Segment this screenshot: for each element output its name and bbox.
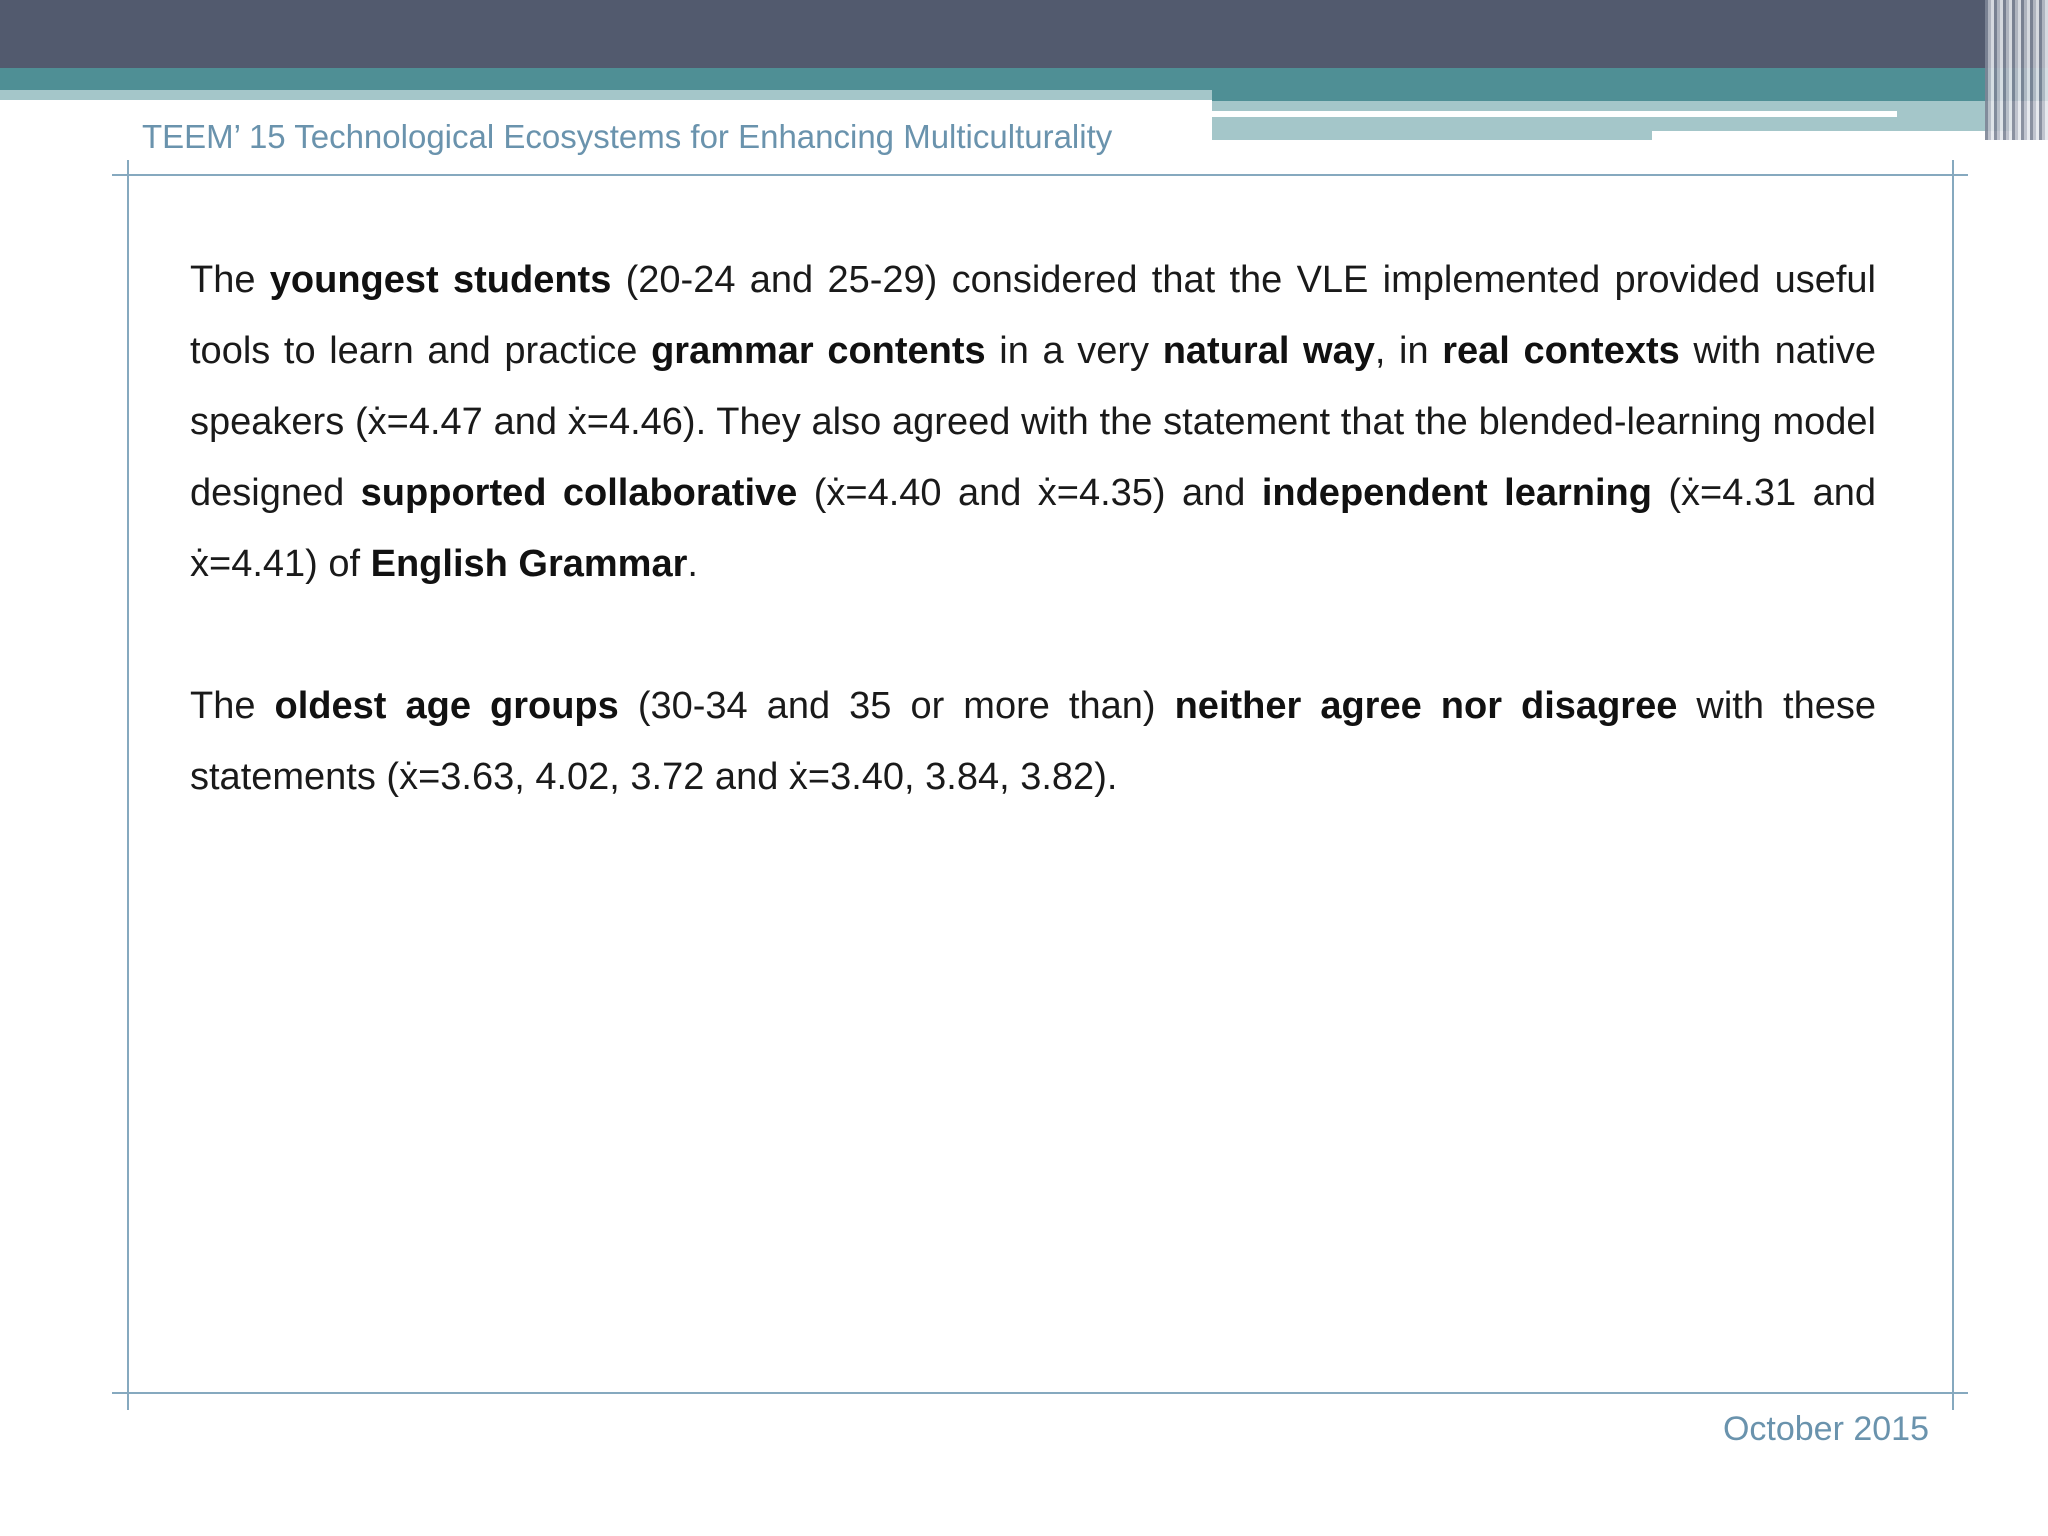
header-light-band-left <box>0 90 1212 100</box>
paragraph-youngest-students <box>190 245 1876 600</box>
frame-bottom-line <box>112 1392 1968 1394</box>
text-run: . <box>687 543 698 585</box>
bold-text: neither agree nor disagree <box>1174 685 1678 727</box>
frame-left-line <box>127 160 129 1410</box>
text-run: with these statements (ẋ=3.63, 4.02, 3.72 and ẋ=3.40, 3.84, 3.82). <box>190 685 1876 798</box>
header-vertical-stripes <box>1985 0 2048 140</box>
frame-top-line <box>112 174 1968 176</box>
header-teal-band-left <box>0 68 1212 90</box>
bold-text: supported collaborative <box>360 472 798 514</box>
bold-text: English Grammar <box>370 543 688 585</box>
header-white-strip <box>1652 131 2012 140</box>
bold-text: grammar contents <box>651 330 986 372</box>
header-white-strip <box>1212 111 1897 117</box>
bold-text: independent learning <box>1261 472 1652 514</box>
header-dark-band <box>0 0 2048 68</box>
frame-right-line <box>1952 160 1954 1410</box>
text-run: in a very <box>985 330 1163 372</box>
text-run: (30-34 and 35 or more than) <box>618 685 1175 727</box>
paragraph-oldest-age-groups <box>190 671 1876 813</box>
text-run: The <box>190 259 270 301</box>
bold-text: real contexts <box>1442 330 1680 372</box>
text-run: The <box>190 685 275 727</box>
header-teal-band-right <box>1212 68 2048 101</box>
slide-header-title: TEEM’ 15 Technological Ecosystems for Enhancing Multiculturality <box>142 118 1113 155</box>
footer-date: October 2015 <box>1722 1410 1929 1448</box>
text-run: (ẋ=4.31 and ẋ=4.41) of <box>190 472 1877 585</box>
text-run: with native speakers (ẋ=4.47 and ẋ=4.46). They also agreed with the statement that the blended-learning model designed <box>190 330 1877 514</box>
bold-text: oldest age groups <box>274 685 619 727</box>
text-run: , in <box>1374 330 1443 372</box>
slide-body <box>190 245 1876 813</box>
text-run: (ẋ=4.40 and ẋ=4.35) and <box>797 472 1262 514</box>
bold-text: youngest students <box>269 259 612 301</box>
bold-text: natural way <box>1162 330 1375 372</box>
text-run: (20-24 and 25-29) considered that the VLE implemented provided useful tools to learn and practice <box>190 259 1876 372</box>
